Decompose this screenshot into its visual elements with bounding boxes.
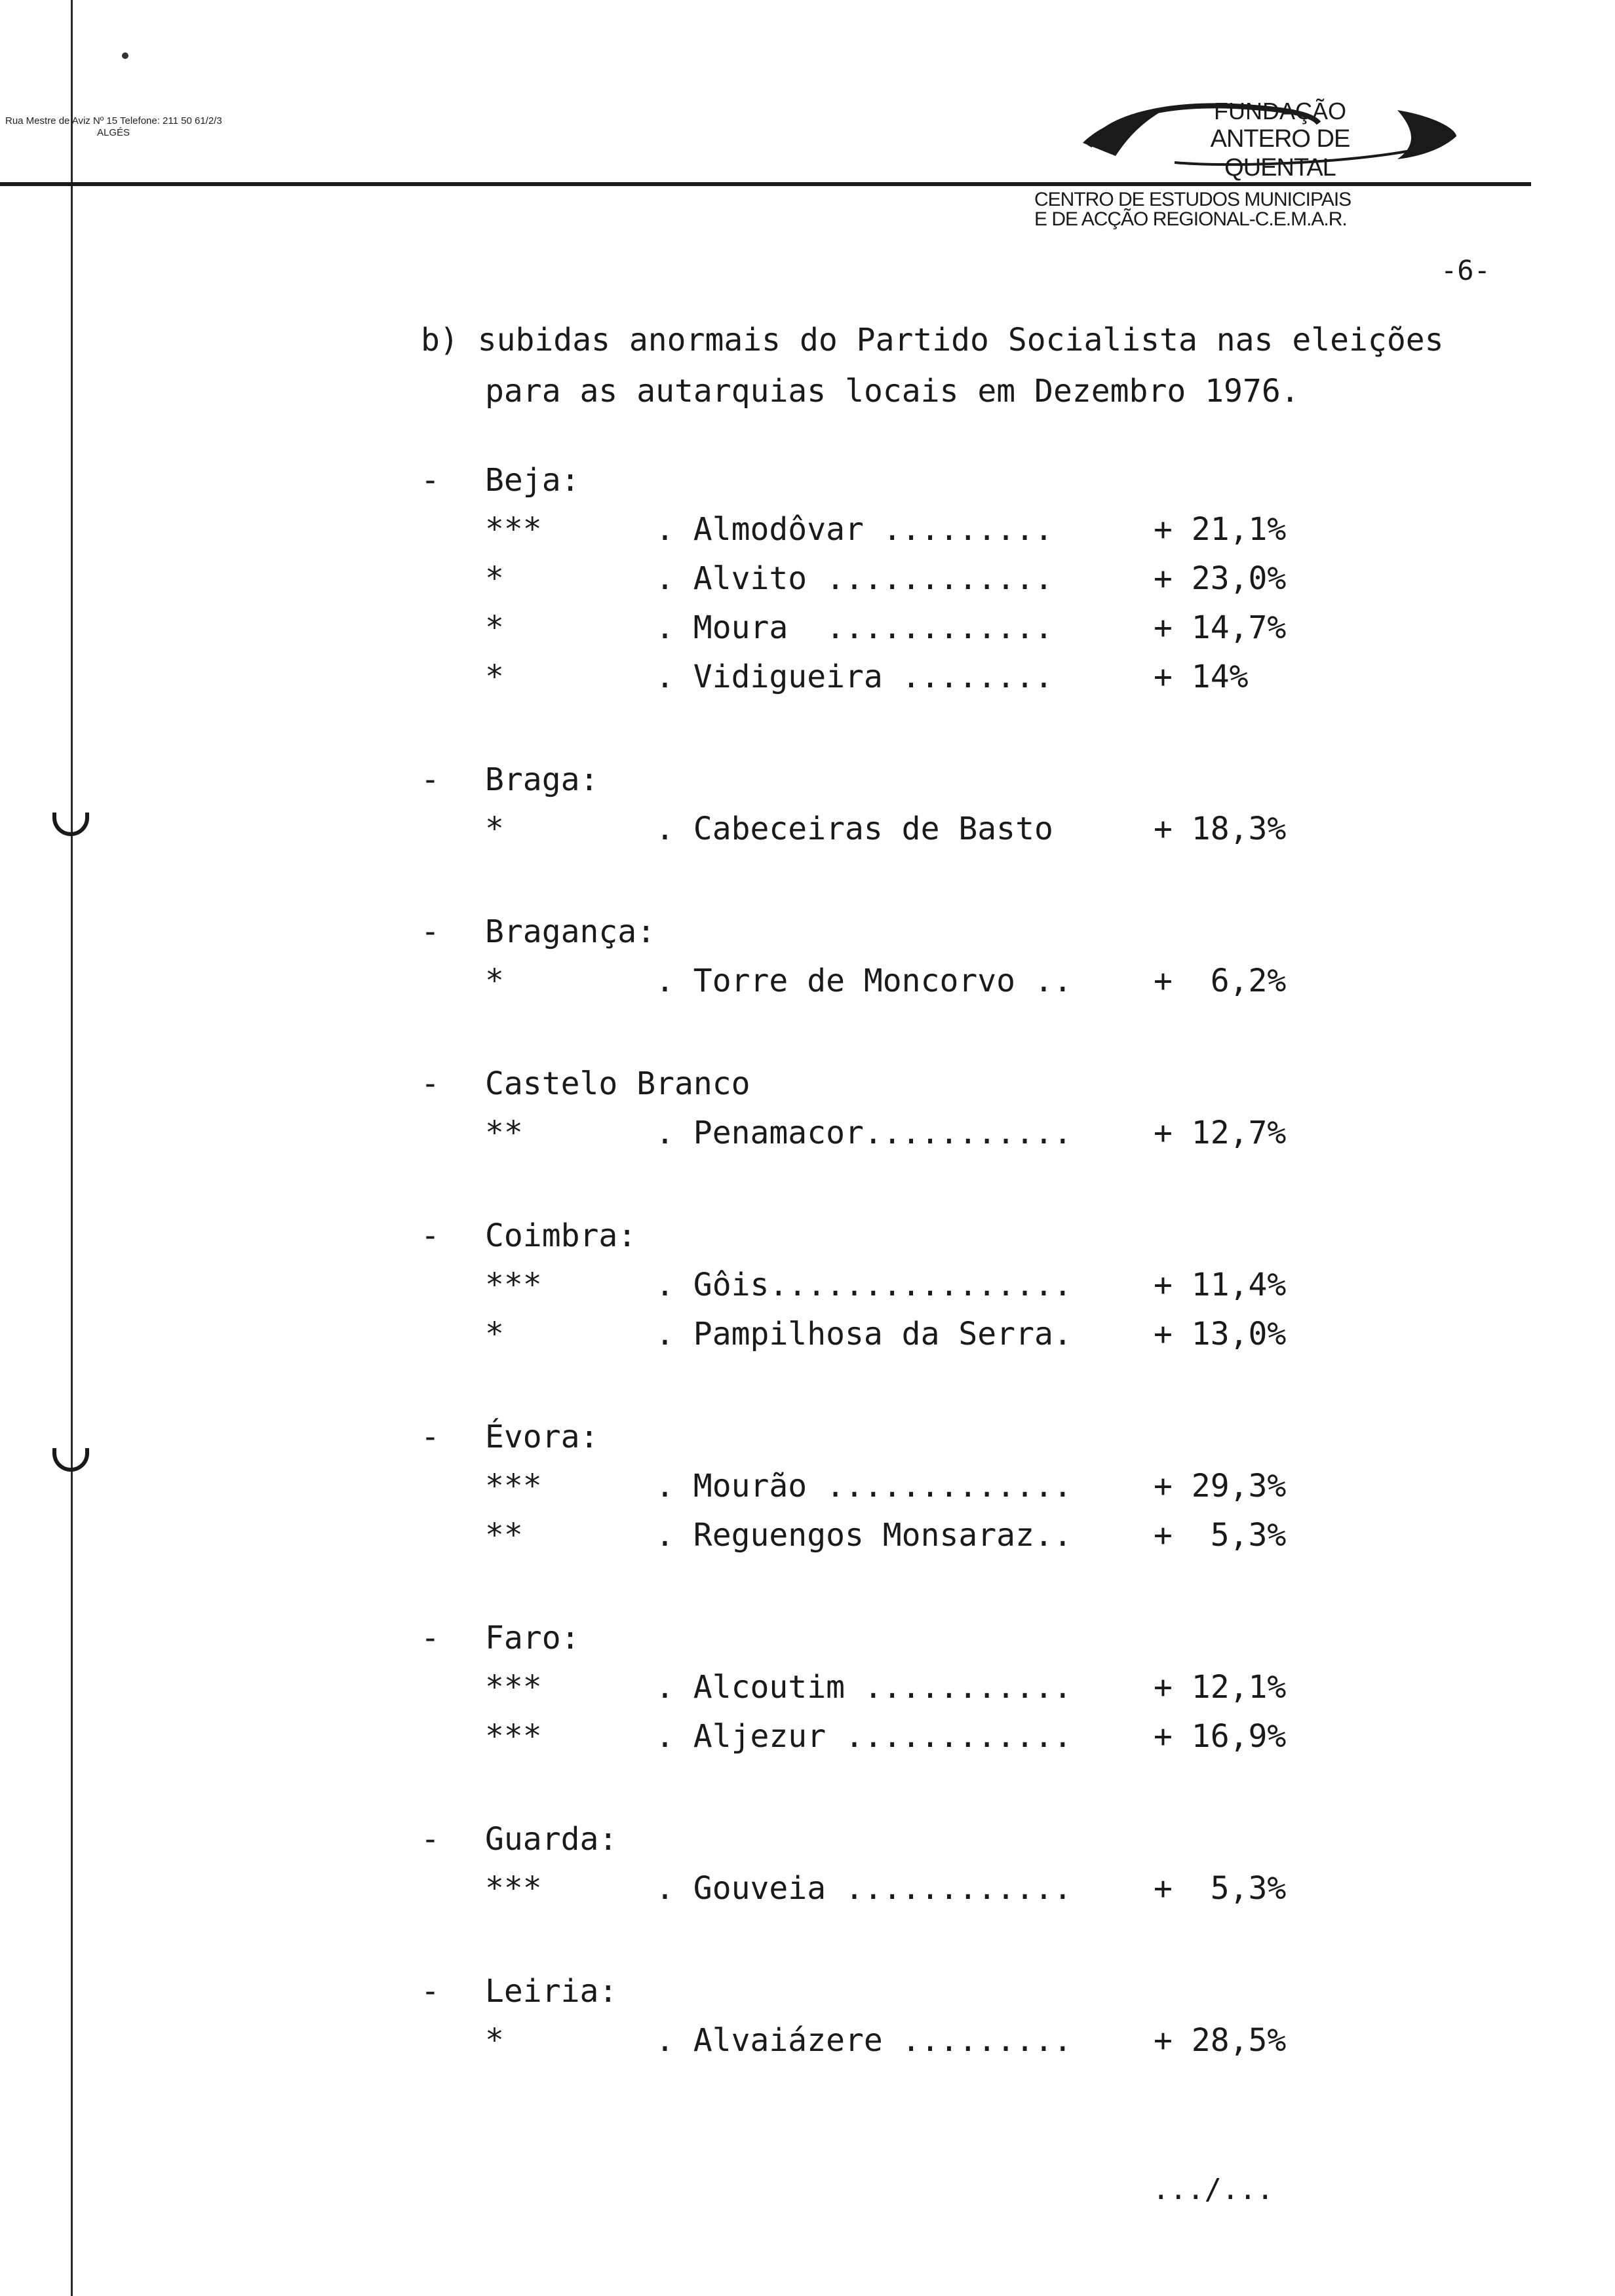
- municipality-row: [421, 1718, 1469, 1767]
- rating-stars: ***: [485, 511, 542, 548]
- district-heading: [421, 1065, 1469, 1115]
- foundation-name-line1: FUNDAÇÃO: [1213, 98, 1346, 124]
- municipality-row: [421, 2022, 1469, 2071]
- vote-change: + 5,3%: [1154, 1517, 1287, 1554]
- district-heading: [421, 913, 1469, 963]
- vote-change: + 13,0%: [1154, 1316, 1287, 1352]
- district-name: Beja:: [485, 462, 580, 499]
- speck: [122, 52, 128, 59]
- vote-change: + 12,7%: [1154, 1115, 1287, 1151]
- rating-stars: **: [485, 1517, 523, 1554]
- district-dash: -: [421, 1821, 440, 1858]
- district-group: [421, 1065, 1469, 1164]
- punch-hole-mark: [52, 1448, 89, 1472]
- municipality-row: [421, 1115, 1469, 1164]
- vote-change: + 6,2%: [1154, 963, 1287, 999]
- district-dash: -: [421, 1065, 440, 1102]
- municipality-row: [421, 1468, 1469, 1517]
- municipality-row: [421, 560, 1469, 609]
- district-group: [421, 1821, 1469, 1919]
- district-group: [421, 761, 1469, 860]
- foundation-name-line2: ANTERO DE QUENTAL: [1210, 125, 1350, 182]
- municipality-row: [421, 963, 1469, 1012]
- municipality-name: . Alvito ............: [655, 560, 1053, 597]
- district-name: Évora:: [485, 1419, 599, 1455]
- municipality-row: [421, 1517, 1469, 1566]
- municipality-name: . Aljezur ............: [655, 1718, 1072, 1755]
- municipality-name: . Gouveia ............: [655, 1870, 1072, 1907]
- district-heading: [421, 1973, 1469, 2022]
- district-dash: -: [421, 462, 440, 499]
- district-group: [421, 1620, 1469, 1767]
- district-name: Braga:: [485, 761, 599, 798]
- municipality-name: . Gôis................: [655, 1267, 1072, 1303]
- district-name: Faro:: [485, 1620, 580, 1656]
- vote-change: + 14,7%: [1154, 609, 1287, 646]
- district-group: [421, 1973, 1469, 2071]
- letterhead-address: [5, 115, 222, 139]
- foundation-name: [1152, 98, 1408, 182]
- rating-stars: ***: [485, 1669, 542, 1706]
- rating-stars: *: [485, 560, 504, 597]
- district-dash: -: [421, 1419, 440, 1455]
- district-heading: [421, 462, 1469, 511]
- municipality-row: [421, 659, 1469, 708]
- vote-change: + 14%: [1154, 659, 1249, 695]
- municipality-name: . Alcoutim ...........: [655, 1669, 1072, 1706]
- punch-hole-mark: [52, 813, 89, 836]
- district-name: Castelo Branco: [485, 1065, 750, 1102]
- municipality-name: . Almodôvar .........: [655, 511, 1053, 548]
- rating-stars: ***: [485, 1468, 542, 1504]
- rating-stars: **: [485, 1115, 523, 1151]
- rating-stars: ***: [485, 1870, 542, 1907]
- district-group: [421, 913, 1469, 1012]
- rating-stars: *: [485, 609, 504, 646]
- intro-line-1: b) subidas anormais do Partido Socialista nas eleições: [421, 322, 1444, 358]
- centre-name: [1034, 190, 1351, 229]
- vote-change: + 23,0%: [1154, 560, 1287, 597]
- district-name: Leiria:: [485, 1973, 618, 2010]
- centre-name-line2: E DE ACÇÃO REGIONAL-C.E.M.A.R.: [1034, 208, 1347, 230]
- intro-paragraph: [421, 315, 1548, 417]
- rating-stars: *: [485, 659, 504, 695]
- rating-stars: *: [485, 2022, 504, 2059]
- rating-stars: ***: [485, 1267, 542, 1303]
- continuation-mark: .../...: [1152, 2173, 1274, 2206]
- address-line: ALGÉS: [97, 127, 130, 138]
- rating-stars: *: [485, 963, 504, 999]
- vote-change: + 16,9%: [1154, 1718, 1287, 1755]
- district-dash: -: [421, 761, 440, 798]
- municipality-row: [421, 1870, 1469, 1919]
- municipality-row: [421, 1669, 1469, 1718]
- district-heading: [421, 1217, 1469, 1267]
- rating-stars: *: [485, 811, 504, 847]
- centre-name-line1: CENTRO DE ESTUDOS MUNICIPAIS: [1034, 189, 1352, 210]
- district-dash: -: [421, 1217, 440, 1254]
- district-name: Bragança:: [485, 913, 656, 950]
- district-group: [421, 1419, 1469, 1566]
- municipality-name: . Torre de Moncorvo ..: [655, 963, 1072, 999]
- rating-stars: *: [485, 1316, 504, 1352]
- municipality-name: . Cabeceiras de Basto: [655, 811, 1053, 847]
- municipality-name: . Pampilhosa da Serra.: [655, 1316, 1072, 1352]
- district-group: [421, 462, 1469, 708]
- district-group: [421, 1217, 1469, 1365]
- municipality-row: [421, 609, 1469, 659]
- address-line: Rua Mestre de Aviz Nº 15 Telefone: 211 50 61/2/3: [5, 115, 222, 126]
- municipality-name: . Penamacor...........: [655, 1115, 1072, 1151]
- vote-change: + 5,3%: [1154, 1870, 1287, 1907]
- header-rule: [0, 182, 1531, 186]
- district-heading: [421, 1821, 1469, 1870]
- district-heading: [421, 1620, 1469, 1669]
- margin-line: [71, 0, 73, 2296]
- district-dash: -: [421, 1973, 440, 2010]
- municipality-row: [421, 811, 1469, 860]
- district-name: Coimbra:: [485, 1217, 637, 1254]
- municipality-name: . Mourão .............: [655, 1468, 1072, 1504]
- vote-change: + 18,3%: [1154, 811, 1287, 847]
- district-name: Guarda:: [485, 1821, 618, 1858]
- district-list: [421, 462, 1469, 2125]
- vote-change: + 28,5%: [1154, 2022, 1287, 2059]
- municipality-name: . Moura ............: [655, 609, 1053, 646]
- vote-change: + 12,1%: [1154, 1669, 1287, 1706]
- intro-line-2: para as autarquias locais em Dezembro 1976.: [485, 373, 1300, 410]
- page-number: -6-: [1441, 254, 1490, 286]
- district-heading: [421, 761, 1469, 811]
- municipality-name: . Reguengos Monsaraz..: [655, 1517, 1072, 1554]
- municipality-row: [421, 1267, 1469, 1316]
- district-dash: -: [421, 913, 440, 950]
- vote-change: + 21,1%: [1154, 511, 1287, 548]
- rating-stars: ***: [485, 1718, 542, 1755]
- municipality-row: [421, 511, 1469, 560]
- district-heading: [421, 1419, 1469, 1468]
- vote-change: + 11,4%: [1154, 1267, 1287, 1303]
- municipality-name: . Alvaiázere .........: [655, 2022, 1072, 2059]
- vote-change: + 29,3%: [1154, 1468, 1287, 1504]
- municipality-row: [421, 1316, 1469, 1365]
- district-dash: -: [421, 1620, 440, 1656]
- municipality-name: . Vidigueira ........: [655, 659, 1053, 695]
